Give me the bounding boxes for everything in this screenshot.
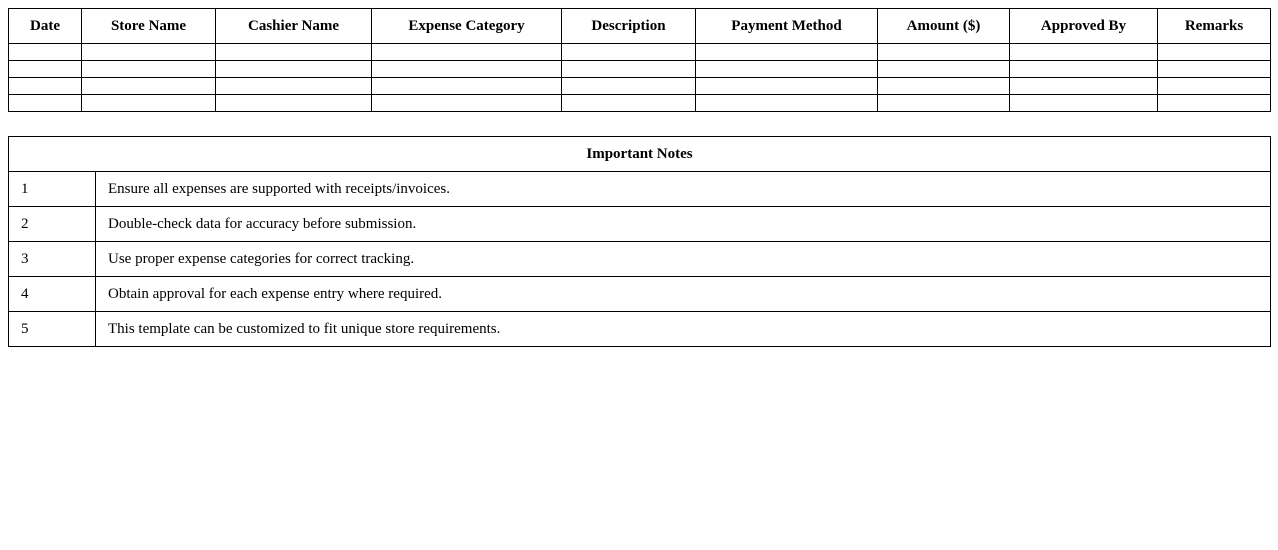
note-text: Obtain approval for each expense entry where required. bbox=[96, 277, 1271, 312]
table-cell[interactable] bbox=[1010, 78, 1158, 95]
table-cell[interactable] bbox=[878, 44, 1010, 61]
note-row bbox=[9, 172, 1271, 207]
note-number: 3 bbox=[9, 242, 96, 277]
expense-header-row bbox=[9, 9, 1271, 44]
table-cell[interactable] bbox=[372, 44, 562, 61]
note-text: This template can be customized to fit unique store requirements. bbox=[96, 312, 1271, 347]
header-store-name: Store Name bbox=[82, 9, 216, 44]
table-cell[interactable] bbox=[562, 78, 696, 95]
table-cell[interactable] bbox=[372, 61, 562, 78]
table-cell[interactable] bbox=[1010, 44, 1158, 61]
header-cashier-name: Cashier Name bbox=[216, 9, 372, 44]
notes-table bbox=[8, 136, 1271, 347]
table-row bbox=[9, 95, 1271, 112]
note-number: 1 bbox=[9, 172, 96, 207]
note-number: 5 bbox=[9, 312, 96, 347]
table-cell[interactable] bbox=[1010, 61, 1158, 78]
table-cell[interactable] bbox=[216, 78, 372, 95]
table-cell[interactable] bbox=[82, 95, 216, 112]
header-expense-category: Expense Category bbox=[372, 9, 562, 44]
expense-table bbox=[8, 8, 1271, 112]
note-text: Use proper expense categories for correct tracking. bbox=[96, 242, 1271, 277]
table-cell[interactable] bbox=[1158, 95, 1271, 112]
table-row bbox=[9, 44, 1271, 61]
table-cell[interactable] bbox=[696, 78, 878, 95]
table-cell[interactable] bbox=[1158, 61, 1271, 78]
header-date: Date bbox=[9, 9, 82, 44]
table-cell[interactable] bbox=[216, 44, 372, 61]
table-cell[interactable] bbox=[216, 95, 372, 112]
table-row bbox=[9, 61, 1271, 78]
table-cell[interactable] bbox=[878, 95, 1010, 112]
table-cell[interactable] bbox=[9, 95, 82, 112]
table-cell[interactable] bbox=[878, 78, 1010, 95]
table-cell[interactable] bbox=[9, 78, 82, 95]
table-cell[interactable] bbox=[82, 44, 216, 61]
table-cell[interactable] bbox=[1158, 78, 1271, 95]
header-description: Description bbox=[562, 9, 696, 44]
table-cell[interactable] bbox=[696, 61, 878, 78]
table-cell[interactable] bbox=[696, 95, 878, 112]
table-cell[interactable] bbox=[82, 78, 216, 95]
note-row bbox=[9, 312, 1271, 347]
table-cell[interactable] bbox=[878, 61, 1010, 78]
header-payment-method: Payment Method bbox=[696, 9, 878, 44]
table-cell[interactable] bbox=[372, 78, 562, 95]
table-cell[interactable] bbox=[562, 44, 696, 61]
table-cell[interactable] bbox=[9, 61, 82, 78]
table-cell[interactable] bbox=[562, 61, 696, 78]
table-cell[interactable] bbox=[216, 61, 372, 78]
note-row bbox=[9, 277, 1271, 312]
note-number: 4 bbox=[9, 277, 96, 312]
table-cell[interactable] bbox=[372, 95, 562, 112]
header-approved-by: Approved By bbox=[1010, 9, 1158, 44]
header-remarks: Remarks bbox=[1158, 9, 1271, 44]
table-cell[interactable] bbox=[1158, 44, 1271, 61]
notes-title-row bbox=[9, 137, 1271, 172]
table-cell[interactable] bbox=[82, 61, 216, 78]
notes-title: Important Notes bbox=[9, 137, 1271, 172]
table-cell[interactable] bbox=[696, 44, 878, 61]
table-cell[interactable] bbox=[9, 44, 82, 61]
note-text: Ensure all expenses are supported with receipts/invoices. bbox=[96, 172, 1271, 207]
table-row bbox=[9, 78, 1271, 95]
table-cell[interactable] bbox=[1010, 95, 1158, 112]
note-row bbox=[9, 242, 1271, 277]
header-amount: Amount ($) bbox=[878, 9, 1010, 44]
note-row bbox=[9, 207, 1271, 242]
note-number: 2 bbox=[9, 207, 96, 242]
note-text: Double-check data for accuracy before submission. bbox=[96, 207, 1271, 242]
table-cell[interactable] bbox=[562, 95, 696, 112]
